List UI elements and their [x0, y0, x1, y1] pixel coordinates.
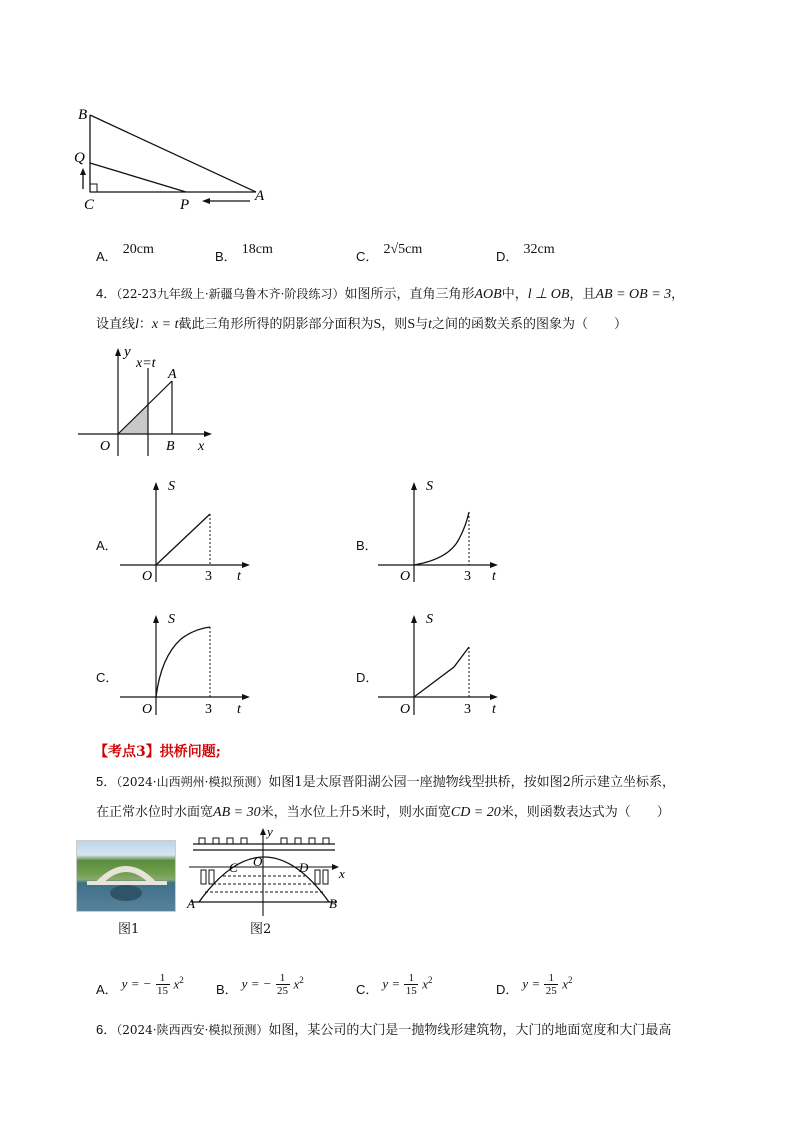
fraction — [404, 972, 418, 997]
diagram-o-label: O — [253, 854, 263, 869]
q4-t: t — [428, 317, 433, 332]
option-lhs: y = — [522, 976, 541, 991]
q5-option-c[interactable] — [356, 967, 432, 1001]
fig-x-label: x — [198, 439, 205, 454]
o-label: O — [142, 702, 153, 717]
t-label: t — [492, 702, 496, 717]
q4-option-d-letter[interactable]: D． — [356, 670, 379, 685]
q4-l: l — [135, 317, 139, 332]
s-label: S — [168, 479, 175, 494]
option-letter: D． — [496, 249, 519, 264]
q6-source: （2024·陕西西安·模拟预测） — [116, 1023, 269, 1037]
q4-text: 如图所示，直角三角形 — [344, 287, 475, 302]
fraction-num: 1 — [408, 971, 414, 984]
q5-line1 — [96, 771, 675, 790]
bridge-diagram — [185, 826, 355, 918]
q3-option-a[interactable] — [96, 238, 154, 264]
q5-cd: CD = 20 — [450, 805, 501, 820]
q4-option-b-letter[interactable]: B． — [356, 538, 378, 553]
q5-text: 在正常水位时水面宽 — [96, 805, 214, 820]
q5-text: 米，当水位上升5米时，则水面宽 — [260, 805, 451, 820]
q4-text: ： — [138, 317, 152, 332]
q4-eq: AB = OB = 3 — [595, 287, 672, 302]
option-lhs: y = − — [121, 976, 152, 991]
q4-text: 设直线 — [96, 317, 136, 332]
q5-option-b[interactable] — [216, 967, 304, 1001]
three-label: 3 — [205, 702, 212, 717]
option-value: 2√5cm — [383, 242, 423, 257]
s-label: S — [426, 479, 433, 494]
q5-option-d[interactable] — [496, 967, 572, 1001]
option-value: 20cm — [122, 242, 154, 257]
option-letter: C． — [356, 981, 379, 997]
label-q: Q — [74, 150, 85, 166]
fraction-num: 1 — [159, 971, 166, 984]
s-label: S — [426, 612, 433, 627]
q6-text: 如图，某公司的大门是一抛物线形建筑物，大门的地面宽度和大门最高 — [268, 1023, 672, 1038]
three-label: 3 — [464, 702, 471, 717]
q4-xt: x = t — [151, 317, 179, 332]
label-b: B — [78, 107, 88, 123]
t-label: t — [237, 569, 241, 584]
fig1-caption: 图1 — [118, 922, 140, 937]
q5-number: 5． — [96, 774, 117, 789]
q4-option-a-graph[interactable] — [116, 474, 256, 584]
section-heading: 【考点3】拱桥问题; — [94, 744, 221, 760]
fraction — [156, 972, 170, 997]
fraction — [544, 972, 558, 997]
q4-text: 截此三角形所得的阴影部分面积为 — [178, 317, 374, 332]
option-exp: 2 — [427, 975, 433, 986]
option-x: x — [173, 976, 180, 992]
label-a: A — [255, 188, 265, 204]
q4-text: ， — [671, 287, 685, 302]
s-label: S — [168, 612, 175, 627]
q4-number: 4． — [96, 286, 117, 301]
q4-option-c-letter[interactable]: C． — [96, 670, 119, 685]
q4-option-d-graph[interactable] — [374, 607, 514, 717]
diagram-d-label: D — [299, 860, 309, 875]
q3-option-c[interactable] — [356, 238, 423, 264]
q4-s2: S — [407, 317, 416, 332]
bridge-photo-drawing — [77, 841, 175, 911]
q4-option-c-graph[interactable] — [116, 607, 256, 717]
diagram-b-label: B — [329, 896, 337, 911]
option-value: 32cm — [523, 242, 555, 257]
q6-line1 — [96, 1019, 671, 1038]
q4-text: 之间的函数关系的图象为（ ） — [432, 317, 628, 332]
diagram-x-label: x — [339, 866, 345, 881]
fraction-den: 15 — [157, 984, 168, 997]
option-exp: 2 — [567, 975, 573, 986]
option-letter: D． — [496, 981, 519, 997]
fig-o-label: O — [100, 439, 111, 454]
fraction-num: 1 — [279, 971, 286, 984]
t-label: t — [492, 569, 496, 584]
q6-number: 6． — [96, 1022, 117, 1037]
q5-option-a[interactable] — [96, 967, 184, 1001]
fraction-den: 25 — [545, 984, 557, 997]
diagram-c-label: C — [229, 860, 238, 875]
option-letter: B． — [216, 981, 238, 997]
q4-figure — [70, 338, 220, 458]
option-x: x — [422, 976, 428, 992]
three-label: 3 — [205, 569, 212, 584]
q4-text: 与 — [415, 317, 429, 332]
option-letter: A． — [96, 249, 118, 264]
fig2-caption: 图2 — [250, 922, 272, 937]
q5-line2 — [96, 801, 670, 821]
fraction-den: 15 — [405, 984, 417, 997]
q4-text: ，且 — [569, 287, 596, 302]
q4-source: （22-23九年级上·新疆乌鲁木齐·阶段练习） — [116, 287, 345, 301]
option-exp: 2 — [179, 975, 184, 986]
option-letter: A． — [96, 981, 118, 997]
o-label: O — [142, 569, 153, 584]
fig-a-label: A — [168, 367, 177, 382]
q4-s: S — [373, 317, 382, 332]
option-value: 18cm — [241, 242, 273, 257]
q4-aob: AOB — [474, 287, 502, 302]
q5-source: （2024·山西朔州·模拟预测） — [116, 775, 269, 789]
fig-xt-label: x=t — [136, 356, 156, 371]
o-label: O — [400, 569, 411, 584]
q4-text: 中， — [501, 287, 528, 302]
option-letter: C． — [356, 249, 379, 264]
fraction-den: 25 — [277, 984, 288, 997]
q4-option-b-graph[interactable] — [374, 474, 514, 584]
fraction — [276, 972, 290, 997]
option-lhs: y = − — [241, 976, 272, 991]
q4-perp: l ⊥ OB — [527, 287, 570, 302]
option-letter: B． — [215, 249, 237, 264]
q3-option-d[interactable] — [496, 238, 555, 264]
o-label: O — [400, 702, 411, 717]
q5-ab: AB = 30 — [213, 805, 261, 820]
option-lhs: y = — [382, 976, 401, 991]
fig-y-label: y — [124, 344, 131, 360]
q4-line1 — [96, 283, 684, 303]
three-label: 3 — [464, 569, 471, 584]
q5-text: 米，则函数表达式为（ ） — [500, 805, 670, 820]
option-x: x — [562, 976, 568, 992]
q4-option-a-letter[interactable]: A． — [96, 538, 118, 553]
q4-line2 — [96, 313, 627, 333]
diagram-y-label: y — [267, 826, 273, 839]
triangle-figure — [70, 100, 280, 212]
fraction-num: 1 — [548, 971, 554, 984]
diagram-a-label: A — [187, 896, 195, 911]
q4-text: ，则 — [381, 317, 408, 332]
option-x: x — [293, 976, 300, 992]
option-exp: 2 — [299, 975, 304, 986]
label-p: P — [180, 197, 190, 212]
q5-text: 如图1是太原晋阳湖公园一座抛物线型拱桥，按如图2所示建立坐标系， — [268, 775, 675, 790]
t-label: t — [237, 702, 241, 717]
q3-option-b[interactable] — [215, 238, 273, 264]
fig-b-label: B — [166, 439, 175, 454]
label-c: C — [84, 197, 95, 212]
bridge-photo — [76, 840, 176, 912]
